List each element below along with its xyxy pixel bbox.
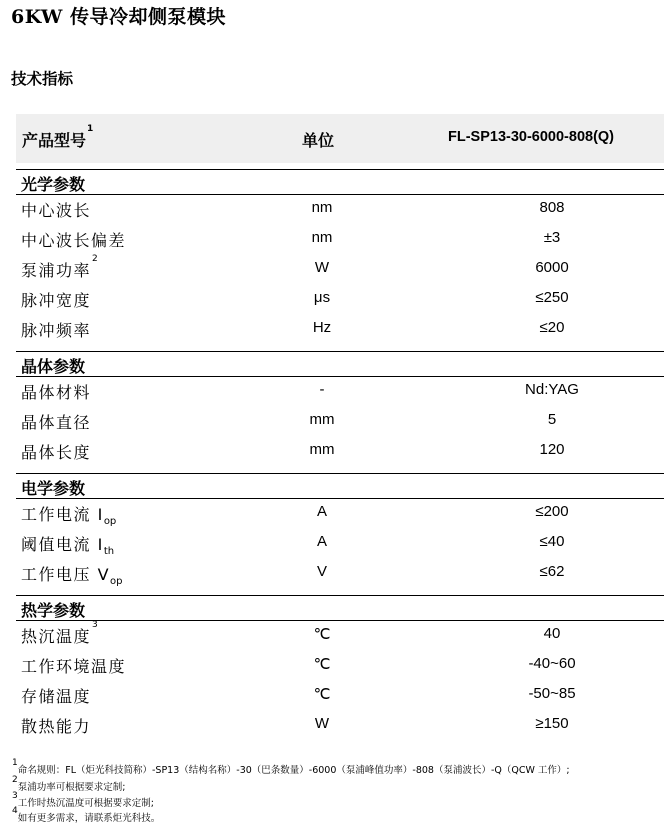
row-value: ≤62 bbox=[539, 563, 565, 580]
table-row-operating-current bbox=[0, 502, 664, 532]
row-unit: nm bbox=[311, 199, 333, 216]
table-row-heat-dissipation bbox=[0, 714, 664, 744]
table-row-threshold-current bbox=[0, 532, 664, 562]
section-divider bbox=[16, 194, 664, 195]
table-row-ambient-temperature bbox=[0, 654, 664, 684]
section-divider bbox=[16, 169, 664, 170]
row-unit: W bbox=[314, 715, 330, 732]
section-electrical: 电学参数 bbox=[21, 479, 86, 498]
row-name: 工作电流 I bbox=[21, 505, 104, 524]
footnote-marker: 2 bbox=[12, 775, 18, 785]
row-name-subscript: th bbox=[103, 546, 115, 557]
row-unit: A bbox=[316, 533, 327, 550]
row-value: ≥150 bbox=[535, 715, 569, 732]
row-name: 脉冲宽度 bbox=[21, 291, 92, 310]
row-name-wrap bbox=[21, 254, 100, 281]
row-unit: A bbox=[316, 503, 327, 520]
row-unit: ℃ bbox=[313, 656, 331, 673]
section-title-specs: 技术指标 bbox=[11, 70, 74, 88]
row-unit: mm bbox=[309, 411, 335, 428]
row-value: -40~60 bbox=[528, 655, 576, 672]
footnote-marker: 1 bbox=[12, 758, 18, 768]
footnote-marker: 3 bbox=[12, 791, 18, 801]
row-value: ±3 bbox=[543, 229, 561, 246]
section-divider bbox=[16, 376, 664, 377]
row-unit: μs bbox=[313, 289, 331, 306]
header-unit: 单位 bbox=[302, 131, 335, 150]
table-row-storage-temperature bbox=[0, 684, 664, 714]
table-row-pump-power bbox=[0, 254, 664, 288]
footnote-text: 泵浦功率可根据要求定制; bbox=[17, 782, 126, 793]
row-name: 工作环境温度 bbox=[21, 657, 127, 676]
row-unit: ℃ bbox=[313, 686, 331, 703]
row-value: 808 bbox=[539, 199, 565, 216]
section-thermal: 热学参数 bbox=[21, 601, 86, 620]
table-row-crystal-material bbox=[0, 380, 664, 410]
footnote-text: 工作时热沉温度可根据要求定制; bbox=[17, 798, 154, 809]
footnote-marker: 4 bbox=[12, 806, 18, 816]
row-value: 6000 bbox=[535, 259, 569, 276]
row-value: ≤20 bbox=[539, 319, 565, 336]
row-unit: V bbox=[316, 563, 327, 580]
row-value: 120 bbox=[539, 441, 565, 458]
row-name: 泵浦功率 bbox=[21, 261, 92, 280]
row-name: 阈值电流 I bbox=[21, 535, 104, 554]
row-unit: Hz bbox=[312, 319, 332, 336]
row-value: 40 bbox=[543, 625, 561, 642]
section-crystal: 晶体参数 bbox=[21, 357, 86, 376]
section-optical: 光学参数 bbox=[21, 175, 86, 194]
footnote-3 bbox=[11, 791, 154, 809]
row-name-subscript: op bbox=[110, 576, 123, 587]
row-value: ≤250 bbox=[535, 289, 569, 306]
row-unit: nm bbox=[311, 229, 333, 246]
table-row-pulse-width bbox=[0, 288, 664, 318]
row-value: ≤200 bbox=[535, 503, 569, 520]
table-row-crystal-diameter bbox=[0, 410, 664, 440]
footnote-text: 如有更多需求，请联系炬光科技。 bbox=[17, 813, 161, 824]
row-name-wrap bbox=[21, 532, 114, 555]
row-name: 脉冲频率 bbox=[21, 321, 92, 340]
footnote-ref: 2 bbox=[92, 254, 100, 264]
row-unit: - bbox=[319, 381, 325, 398]
table-row-crystal-length bbox=[0, 440, 664, 470]
row-name-wrap bbox=[21, 502, 116, 525]
header-model-number: FL-SP13-30-6000-808(Q) bbox=[448, 129, 615, 145]
table-row-operating-voltage bbox=[0, 562, 664, 592]
table-header bbox=[16, 114, 664, 163]
row-name-wrap bbox=[21, 620, 100, 647]
table-row-wavelength-deviation bbox=[0, 228, 664, 258]
row-name: 热沉温度 bbox=[21, 627, 92, 646]
row-value: Nd:YAG bbox=[525, 381, 579, 398]
section-divider bbox=[16, 595, 664, 596]
row-unit: ℃ bbox=[313, 626, 331, 643]
section-divider bbox=[16, 620, 664, 621]
section-divider bbox=[16, 473, 664, 474]
row-name: 中心波长 bbox=[21, 201, 92, 220]
footnote-ref: 3 bbox=[92, 620, 100, 630]
row-name: 散热能力 bbox=[21, 717, 92, 736]
table-row-heatsink-temperature bbox=[0, 620, 664, 654]
row-name: 晶体长度 bbox=[21, 443, 92, 462]
table-row-wavelength bbox=[0, 198, 664, 228]
header-product-model bbox=[22, 124, 94, 151]
document-title: 6KW 传导冷却侧泵模块 bbox=[11, 6, 227, 28]
footnote-text: 命名规则：FL（炬光科技简称）-SP13（结构名称）-30（巴条数量）-6000（泵浦峰值功率）-808（泵浦波长）-Q（QCW 工作）; bbox=[17, 765, 570, 776]
row-value: 5 bbox=[547, 411, 557, 428]
footnote-4 bbox=[11, 806, 161, 824]
row-name: 晶体直径 bbox=[21, 413, 92, 432]
section-divider bbox=[16, 498, 664, 499]
row-name: 存储温度 bbox=[21, 687, 92, 706]
header-product-model-label: 产品型号 bbox=[22, 131, 87, 150]
footnote-ref: 1 bbox=[87, 124, 94, 134]
table-row-pulse-frequency bbox=[0, 318, 664, 348]
row-value: ≤40 bbox=[539, 533, 565, 550]
row-name: 工作电压 V bbox=[21, 565, 111, 584]
footnote-1 bbox=[11, 758, 570, 776]
row-unit: mm bbox=[309, 441, 335, 458]
row-name: 中心波长偏差 bbox=[21, 231, 127, 250]
row-name-subscript: op bbox=[103, 516, 117, 527]
section-divider bbox=[16, 351, 664, 352]
footnote-2 bbox=[11, 775, 126, 793]
row-unit: W bbox=[314, 259, 330, 276]
row-name: 晶体材料 bbox=[21, 383, 92, 402]
row-name-wrap bbox=[21, 562, 123, 585]
row-value: -50~85 bbox=[528, 685, 576, 702]
